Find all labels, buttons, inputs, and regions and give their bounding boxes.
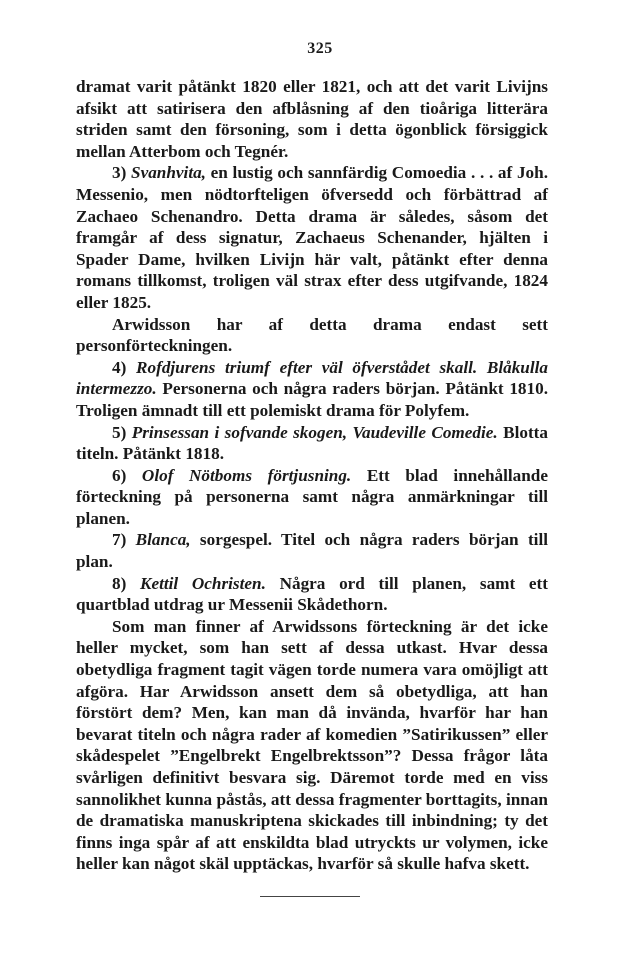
item-number: 8) bbox=[112, 573, 140, 593]
paragraph-continuation bbox=[76, 76, 548, 162]
paragraph-item-4 bbox=[76, 357, 548, 422]
end-rule bbox=[260, 896, 360, 897]
paragraph-conclusion bbox=[76, 616, 548, 875]
work-title: Prinsessan i sofvande skogen, Vaudeville Comedie. bbox=[131, 422, 498, 442]
paragraph-text: Ett blad innehållande förteckning på personerna samt några anmärkningar till planen. bbox=[76, 465, 548, 528]
paragraph-item-8 bbox=[76, 573, 548, 616]
paragraph-item-5 bbox=[76, 422, 548, 465]
work-title: Blanca, bbox=[135, 530, 191, 550]
paragraph-arwidsson-note bbox=[76, 314, 548, 357]
paragraph-text: Arwidsson har af detta drama endast sett personförteckningen. bbox=[76, 314, 548, 356]
work-title: Svanhvita, bbox=[131, 163, 206, 183]
body-text bbox=[76, 76, 548, 875]
page-number: 325 bbox=[307, 40, 333, 57]
paragraph-text: dramat varit påtänkt 1820 eller 1821, och att det varit Livijns afsikt att satirisera den afblåsning af den tioåriga litterära striden samt den försoning, som i detta ögonblick försiggick mellan Atterbom och Tegnér. bbox=[76, 77, 548, 161]
paragraph-text: Blotta titeln. Påtänkt 1818. bbox=[76, 422, 548, 464]
item-number: 7) bbox=[112, 530, 136, 550]
item-number: 6) bbox=[112, 465, 142, 485]
paragraph-text: Som man finner af Arwidssons förteckning är det icke heller mycket, som han sett af dessa utkast. Hvar dessa obetydliga fragment tagit vägen torde numera vara omöjligt att afgöra. Har Arwidsson ansett dem så obetydliga, att han förstört dem? Men, kan man då invända, hvarför har han bevarat titeln och några rader af komedien ”Satirikussen” eller skådespelet ”Engelbrekt Engelbrektsson”? Dessa frågor låta svårligen definitivt besvara sig. Däremot torde med en viss sannolikhet kunna påstås, att dessa fragmenter borttagits, innan de dramatiska manuskriptena skickades till inbindning; ty det finns inga spår af att enskildta blad utryckts ur volymen, icke heller kan något skäl upptäckas, hvarför så skulle hafva skett. bbox=[76, 616, 548, 874]
paragraph-text: Några ord till planen, samt ett quartblad utdrag ur Messenii Skådethorn. bbox=[76, 573, 548, 615]
paragraph-text: en lustig och sannfärdig Comoedia . . . af Joh. Messenio, men nödtorfteligen öfversedd och förbättrad af Zachaeo Schenandro. Detta drama är således, såsom det framgår af dess signatur, Zachaeus Schenander, hjälten i Spader Dame, hvilken Livijn här valt, påtänkt efter denna romans tillkomst, troligen väl strax efter dess utgifvande, 1824 eller 1825. bbox=[76, 163, 548, 312]
work-title: Kettil Ochristen. bbox=[140, 573, 266, 593]
work-title: Olof Nötboms förtjusning. bbox=[141, 465, 352, 485]
paragraph-item-6 bbox=[76, 465, 548, 530]
work-title: Rofdjurens triumf efter väl öfverstådet skall. Blåkulla intermezzo. bbox=[76, 357, 549, 399]
paragraph-text: sorgespel. Titel och några raders början till plan. bbox=[76, 530, 548, 572]
item-number: 4) bbox=[112, 357, 137, 377]
paragraph-text: Personerna och några raders början. Påtänkt 1810. Troligen ämnadt till ett polemiskt drama för Polyfem. bbox=[76, 379, 548, 420]
item-number: 3) bbox=[112, 163, 132, 183]
paragraph-item-3 bbox=[76, 162, 548, 313]
paragraph-item-7 bbox=[76, 529, 548, 572]
item-number: 5) bbox=[112, 422, 132, 442]
